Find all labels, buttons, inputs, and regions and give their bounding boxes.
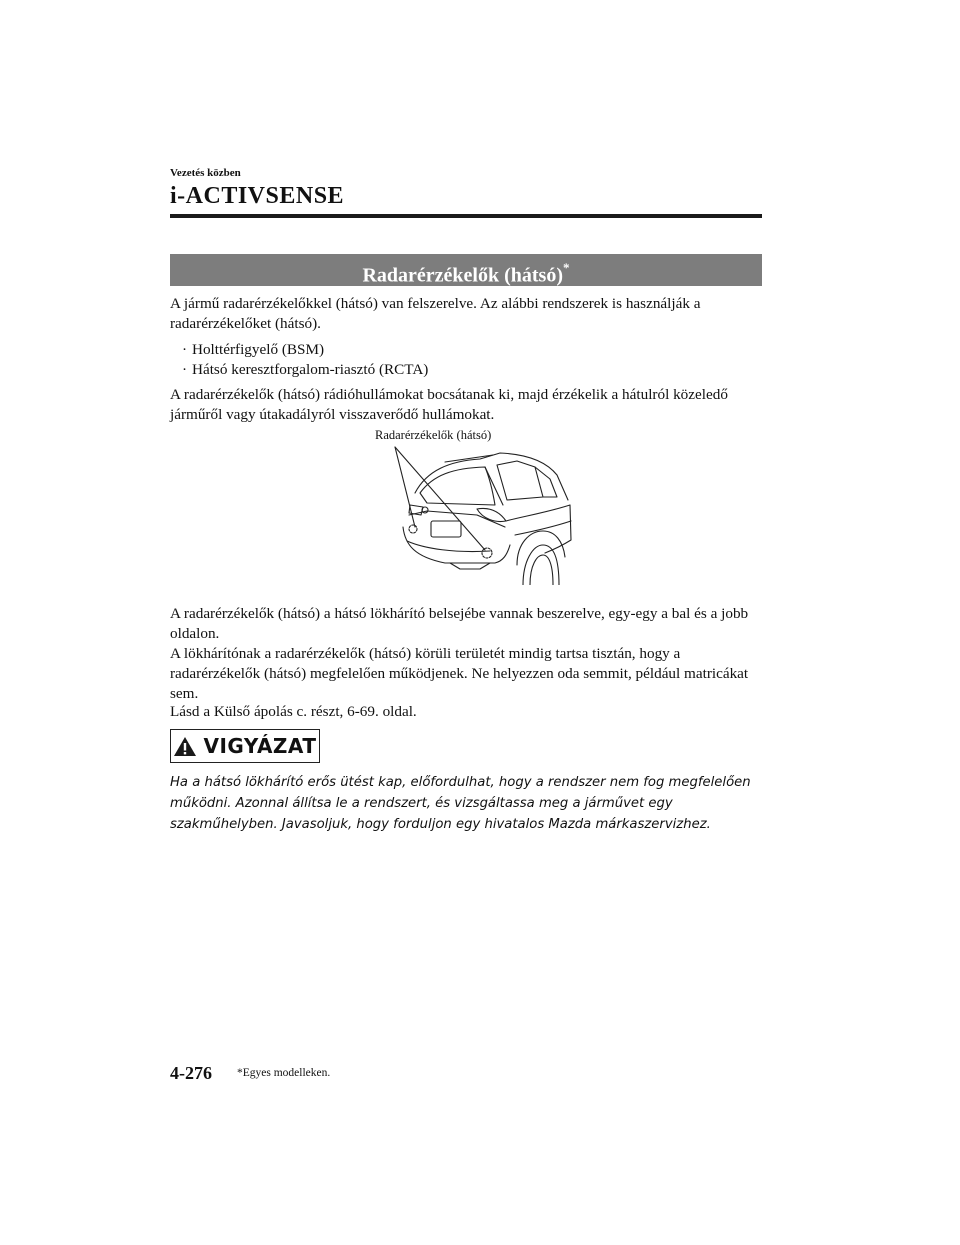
caution-header xyxy=(170,729,320,763)
page-number: 4-276 xyxy=(170,1063,212,1083)
topic-banner xyxy=(170,254,762,286)
caution-label: VIGYÁZAT xyxy=(203,734,317,758)
figure-callout: Radarérzékelők (hátsó) xyxy=(375,428,492,442)
list-item-text: Hátsó keresztforgalom-riasztó (RCTA) xyxy=(192,361,429,378)
list-item-text: Holttérfigyelő (BSM) xyxy=(192,341,325,358)
asterisk-marker: * xyxy=(563,260,570,275)
section-divider xyxy=(170,214,762,218)
bullet-marker: · xyxy=(182,361,188,378)
body-paragraph: A radarérzékelők (hátsó) a hátsó lökhárító belsejébe vannak beszerelve, egy-egy a bal és a jobb oldalon. xyxy=(170,605,749,642)
description-paragraph: A radarérzékelők (hátsó) rádióhullámokat bocsátanak ki, majd érzékelik a hátulról közeledő járműről vagy útakadályról visszaverődő hullámokat. xyxy=(170,386,728,423)
cross-reference: Lásd a Külső ápolás c. részt, 6-69. oldal. xyxy=(170,703,417,720)
topic-title: Radarérzékelők (hátsó) xyxy=(362,264,564,287)
section-title: i-ACTIVSENSE xyxy=(170,183,345,209)
warning-icon xyxy=(173,736,197,757)
chapter-label: Vezetés közben xyxy=(170,167,241,179)
intro-paragraph: A jármű radarérzékelőkkel (hátsó) van felszerelve. Az alábbi rendszerek is használják a radarérzékelőket (hátsó). xyxy=(170,295,701,332)
list-item xyxy=(182,360,428,380)
footnote: *Egyes modelleken. xyxy=(237,1067,331,1079)
body-paragraph: A lökhárítónak a radarérzékelők (hátsó) körüli területét mindig tartsa tisztán, hogy a radarérzékelők (hátsó) megfelelően működjenek. Ne helyezzen oda semmit, például matricákat sem. xyxy=(170,645,749,702)
bullet-marker: · xyxy=(182,341,188,358)
list-item xyxy=(182,340,324,360)
caution-text: Ha a hátsó lökhárító erős ütést kap, előfordulhat, hogy a rendszer nem fog megfelelően működni. Azonnal állítsa le a rendszert, és vizsgáltassa meg a járművet egy szakműhelyben. Javasoljuk, hogy forduljon egy hivatalos Mazda márkaszervizhez. xyxy=(170,775,751,832)
car-rear-illustration xyxy=(385,445,585,585)
